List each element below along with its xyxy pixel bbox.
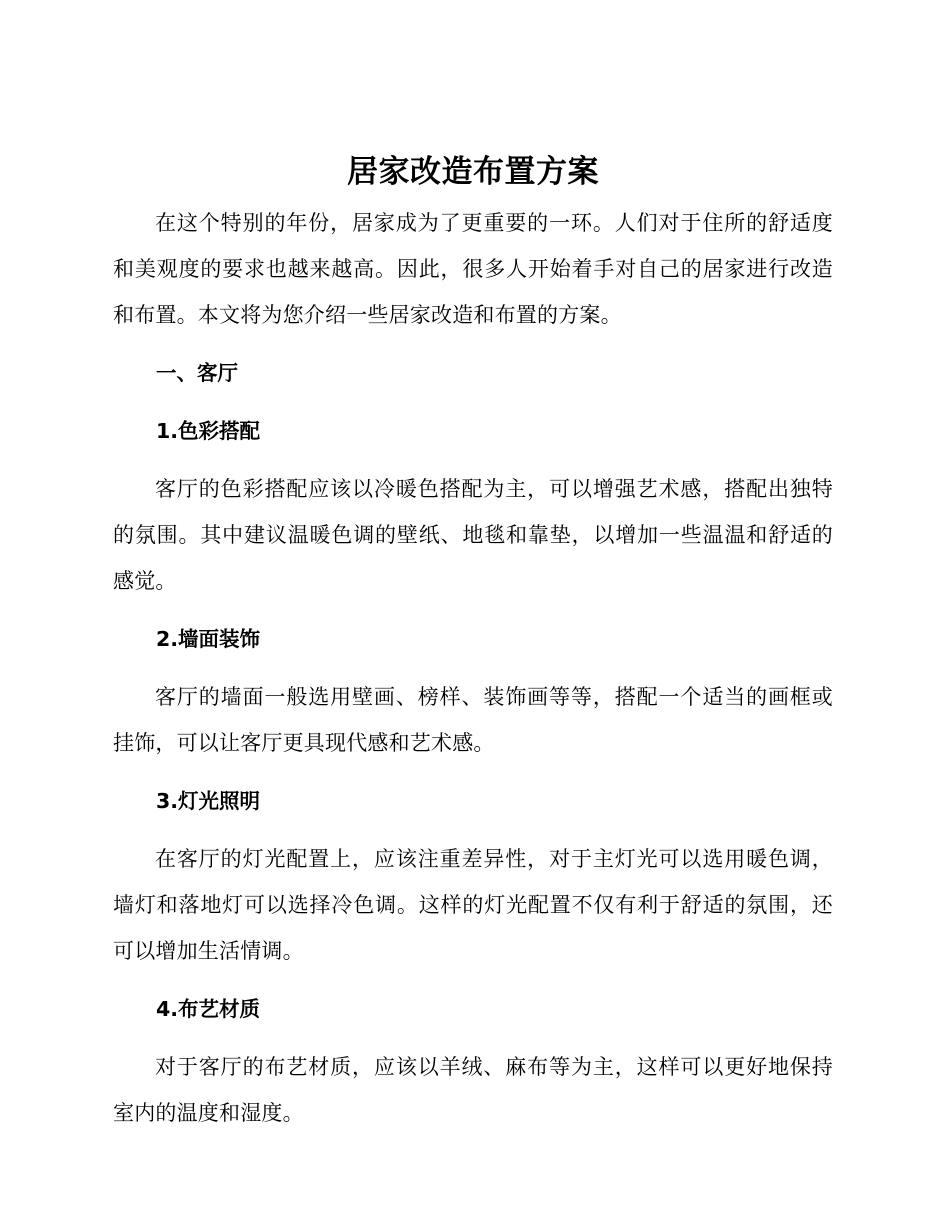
spacer <box>113 604 833 616</box>
spacer <box>113 396 833 408</box>
paragraph-color-matching: 客厅的色彩搭配应该以冷暖色搭配为主，可以增强艺术感，搭配出独特的氛围。其中建议温暖色调的壁纸、地毯和靠垫，以增加一些温温和舒适的感觉。 <box>113 477 833 593</box>
subheading-lighting: 3.灯光照明 <box>156 789 261 813</box>
document-body <box>113 150 833 1136</box>
spacer <box>113 1032 833 1044</box>
spacer <box>113 338 833 350</box>
subheading-color-matching: 1.色彩搭配 <box>156 419 261 443</box>
section-heading-living-room: 一、客厅 <box>156 361 238 385</box>
spacer <box>113 662 833 674</box>
document-title: 居家改造布置方案 <box>347 154 599 190</box>
paragraph-lighting: 在客厅的灯光配置上，应该注重差异性，对于主灯光可以选用暖色调，墙灯和落地灯可以选择冷色调。这样的灯光配置不仅有利于舒适的氛围，还可以增加生活情调。 <box>113 847 833 963</box>
paragraph-wall-decoration: 客厅的墙面一般选用壁画、榜样、装饰画等等，搭配一个适当的画框或挂饰，可以让客厅更具现代感和艺术感。 <box>113 685 833 755</box>
spacer <box>113 974 833 986</box>
subheading-wall-decoration: 2.墙面装饰 <box>156 627 261 651</box>
subheading-fabric-materials: 4.布艺材质 <box>156 997 261 1021</box>
paragraph-fabric-materials: 对于客厅的布艺材质，应该以羊绒、麻布等为主，这样可以更好地保持室内的温度和湿度。 <box>113 1055 833 1125</box>
intro-paragraph: 在这个特别的年份，居家成为了更重要的一环。人们对于住所的舒适度和美观度的要求也越来越高。因此，很多人开始着手对自己的居家进行改造和布置。本文将为您介绍一些居家改造和布置的方案。 <box>113 211 833 327</box>
spacer <box>113 454 833 466</box>
spacer <box>113 766 833 778</box>
spacer <box>113 824 833 836</box>
